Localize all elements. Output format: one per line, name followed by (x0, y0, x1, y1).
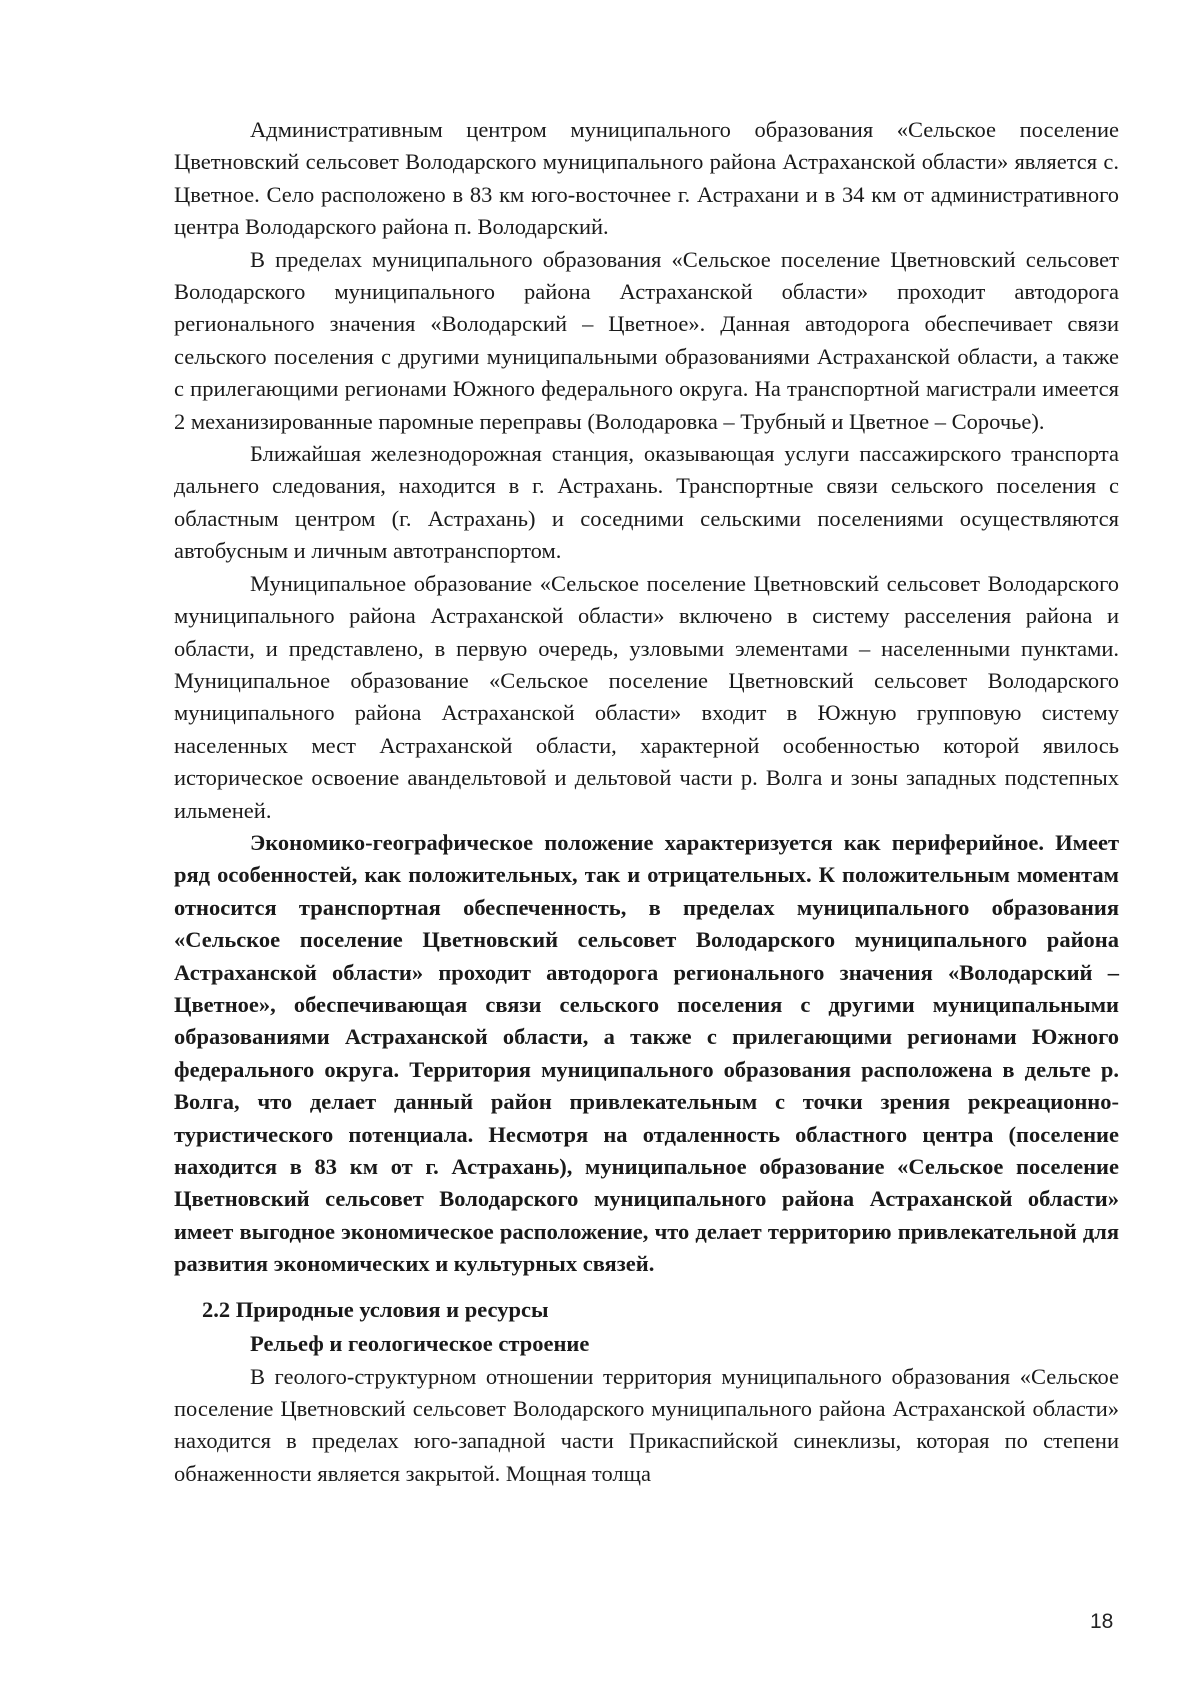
paragraph-admin-center: Административным центром муниципального образования «Сельское поселение Цветновский сельсовет Володарского муниципального района Астраханской области» является с. Цветное. Село расположено в 83 км юго-восточнее г. Астрахани и в 34 км от административного центра Володарского района п. Володарский. (174, 117, 1119, 240)
paragraph-geology: В геолого-структурном отношении территория муниципального образования «Сельское поселение Цветновский сельсовет Володарского муниципального района Астраханской области» находится в пределах юго-западной части Прикаспийской синеклизы, которая по степени обнаженности является закрытой. Мощная толща (174, 1363, 1119, 1486)
paragraph-settlement-system: Муниципальное образование «Сельское поселение Цветновский сельсовет Володарского муниципального района Астраханской области» включено в систему расселения района и области, и представлено, в первую очередь, узловыми элементами – населенными пунктами. Муниципальное образование «Сельское поселение Цветновский сельсовет Володарского муниципального района Астраханской области» входит в Южную групповую систему населенных мест Астраханской области, характерной особенностью которой явилось историческое освоение авандельтовой и дельтовой части р. Волга и зоны западных подстепных ильменей. (174, 570, 1119, 823)
paragraph-economic-position: Экономико-географическое положение характеризуется как периферийное. Имеет ряд особенностей, как положительных, так и отрицательных. К положительным моментам относится транспортная обеспеченность, в пределах муниципального образования «Сельское поселение Цветновский сельсовет Володарского муниципального района Астраханской области» проходит автодорога регионального значения «Володарский – Цветное», обеспечивающая связи сельского поселения с другими муниципальными образованиями Астраханской области, а также с прилегающими регионами Южного федерального округа. Территория муниципального образования расположена в дельте р. Волга, что делает данный район привлекательным с точки зрения рекреационно-туристического потенциала. Несмотря на отдаленность областного центра (поселение находится в 83 км от г. Астрахань), муниципальное образование «Сельское поселение Цветновский сельсовет Володарского муниципального района Астраханской области» имеет выгодное экономическое расположение, что делает территорию привлекательной для развития экономических и культурных связей. (174, 829, 1119, 1277)
page-number: 18 (1090, 1610, 1114, 1633)
document-page (174, 114, 1119, 1490)
paragraph-railway: Ближайшая железнодорожная станция, оказывающая услуги пассажирского транспорта дальнего следования, находится в г. Астрахань. Транспортные связи сельского поселения с областным центром (г. Астрахань) и соседними сельскими поселениями осуществляются автобусным и личным автотранспортом. (174, 441, 1119, 564)
paragraph-road: В пределах муниципального образования «Сельское поселение Цветновский сельсовет Володарского муниципального района Астраханской области» проходит автодорога регионального значения «Володарский – Цветное». Данная автодорога обеспечивает связи сельского поселения с другими муниципальными образованиями Астраханской области, а также с прилегающими регионами Южного федерального округа. На транспортной магистрали имеется 2 механизированные паромные переправы (Володаровка – Трубный и Цветное – Сорочье). (174, 246, 1119, 434)
section-subheading: Рельеф и геологическое строение (250, 1330, 590, 1356)
section-heading: 2.2 Природные условия и ресурсы (202, 1296, 549, 1322)
